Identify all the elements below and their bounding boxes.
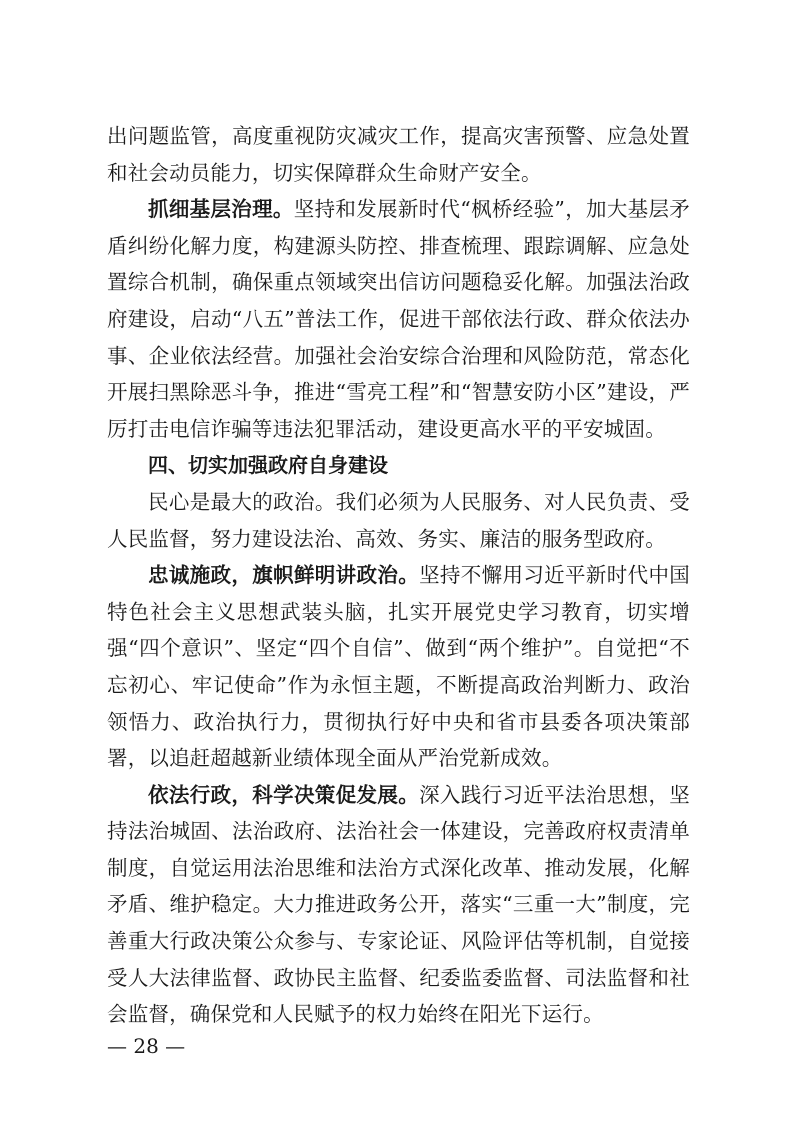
paragraph-text: 深入践行习近平法治思想，坚持法治城固、法治政府、法治社会一体建设，完善政府权责清单制度，自觉运用法治思维和法治方式深化改革、推动发展，化解矛盾、维护稳定。大力推进政务公开，落实“三重一大”制度，完善重大行政决策公众参与、专家论证、风险评估等机制，自觉接受人大法律监督、政协民主监督、纪委监委监督、司法监督和社会监督，确保党和人民赋予的权力始终在阳光下运行。 <box>107 782 690 1027</box>
paragraph-loyal-governance <box>107 557 690 777</box>
section-heading: 四、切实加强政府自身建设 <box>148 453 388 478</box>
paragraph-people-heart <box>107 484 690 557</box>
paragraph-law-administration <box>107 777 690 1033</box>
paragraph-continued <box>107 118 690 191</box>
page-number: — 28 — <box>107 1034 186 1058</box>
paragraph-grassroots-governance <box>107 191 690 447</box>
paragraph-lead: 抓细基层治理。 <box>148 197 294 222</box>
paragraph-text: 坚持不懈用习近平新时代中国特色社会主义思想武装头脑，扎实开展党史学习教育，切实增强“四个意识”、坚定“四个自信”、做到“两个维护”。自觉把“不忘初心、牢记使命”作为永恒主题，不断提高政治判断力、政治领悟力、政治执行力，贯彻执行好中央和省市县委各项决策部署，以追赶超越新业绩体现全面从严治党新成效。 <box>107 563 690 771</box>
document-body <box>107 118 690 1033</box>
paragraph-text: 出问题监管，高度重视防灾减灾工作，提高灾害预警、应急处置和社会动员能力，切实保障群众生命财产安全。 <box>107 124 690 185</box>
paragraph-text: 坚持和发展新时代“枫桥经验”，加大基层矛盾纠纷化解力度，构建源头防控、排查梳理、跟踪调解、应急处置综合机制，确保重点领域突出信访问题稳妥化解。加强法治政府建设，启动“八五”普法工作，促进干部依法行政、群众依法办事、企业依法经营。加强社会治安综合治理和风险防范，常态化开展扫黑除恶斗争，推进“雪亮工程”和“智慧安防小区”建设，严厉打击电信诈骗等违法犯罪活动，建设更高水平的平安城固。 <box>107 197 690 441</box>
paragraph-lead: 依法行政，科学决策促发展。 <box>148 782 420 807</box>
paragraph-text: 民心是最大的政治。我们必须为人民服务、对人民负责、受人民监督，努力建设法治、高效、务实、廉洁的服务型政府。 <box>107 489 690 551</box>
paragraph-lead: 忠诚施政，旗帜鲜明讲政治。 <box>148 563 420 588</box>
